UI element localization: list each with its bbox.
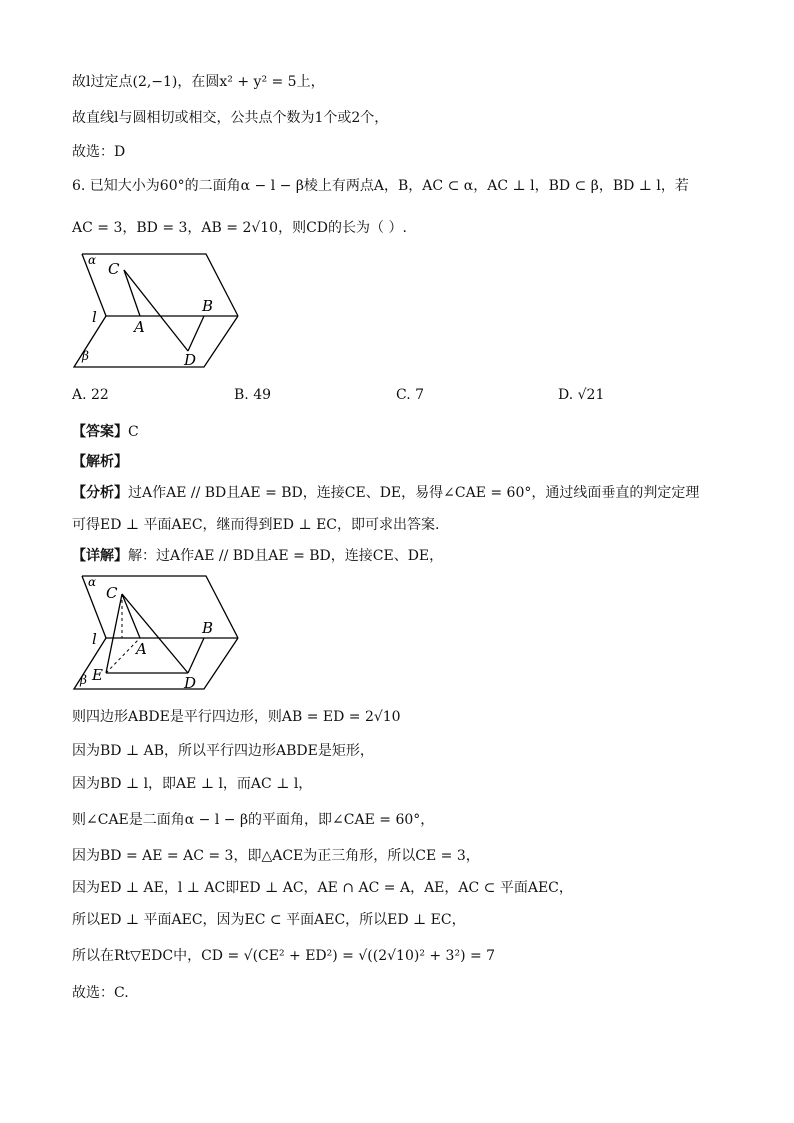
- segment-AE-dashed: [106, 638, 140, 673]
- label-A: A: [136, 640, 147, 658]
- label-beta: β: [80, 673, 87, 687]
- step-line-9: 故选：C.: [72, 985, 129, 1001]
- dihedral-figure-1: [68, 250, 248, 375]
- choice-c[interactable]: C. 7: [396, 387, 425, 403]
- fenxi-line-2: 可得ED ⊥ 平面AEC，继而得到ED ⊥ EC，即可求出答案.: [72, 517, 440, 533]
- label-B: B: [202, 619, 214, 637]
- label-alpha: α: [88, 575, 97, 589]
- label-alpha: α: [88, 253, 97, 267]
- fenxi-text-1: 过A作AE // BD且AE = BD，连接CE、DE，易得∠CAE = 60°，通过线面垂直的判定定理: [128, 485, 700, 501]
- step-line-7: 所以ED ⊥ 平面AEC，因为EC ⊂ 平面AEC，所以ED ⊥ EC，: [72, 912, 466, 928]
- segment-CD: [122, 594, 188, 673]
- fenxi-tag: 【分析】: [72, 485, 128, 501]
- plane-beta-outline: [74, 316, 238, 367]
- segment-CE: [106, 594, 122, 673]
- choice-a[interactable]: A. 22: [72, 387, 109, 403]
- segment-CD: [124, 270, 188, 351]
- label-D: D: [184, 674, 197, 692]
- answer-row: [72, 422, 139, 442]
- step-line-2: 因为BD ⊥ AB，所以平行四边形ABDE是矩形，: [72, 743, 374, 759]
- step-line-3: 因为BD ⊥ l，即AE ⊥ l，而AC ⊥ l，: [72, 776, 313, 792]
- step-line-1: 则四边形ABDE是平行四边形，则AB = ED = 2√10: [72, 709, 401, 725]
- xiangjie-line: [72, 546, 443, 566]
- dihedral-figure-2: [68, 572, 248, 697]
- segment-AC: [122, 594, 140, 638]
- label-A: A: [134, 318, 145, 336]
- label-B: B: [202, 297, 214, 315]
- xiangjie-text: 解：过A作AE // BD且AE = BD，连接CE、DE，: [128, 548, 444, 564]
- line-prev-2: 故直线l与圆相切或相交，公共点个数为1个或2个，: [72, 110, 389, 126]
- step-line-6: 因为ED ⊥ AE，l ⊥ AC即ED ⊥ AC，AE ∩ AC = A，AE，AC ⊂ 平面AEC，: [72, 880, 573, 896]
- answer-value: C: [128, 424, 139, 440]
- step-line-5: 因为BD = AE = AC = 3，即△ACE为正三角形，所以CE = 3，: [72, 848, 480, 864]
- label-C: C: [106, 584, 118, 602]
- plane-alpha-outline: [82, 254, 238, 316]
- label-D: D: [184, 351, 197, 369]
- label-beta: β: [82, 349, 89, 363]
- answer-tag: 【答案】: [72, 424, 128, 440]
- analysis-tag: 【解析】: [72, 454, 128, 470]
- line-prev-1: 故l过定点(2,−1)，在圆x² + y² = 5上，: [72, 74, 325, 90]
- step-line-4: 则∠CAE是二面角α − l − β的平面角，即∠CAE = 60°，: [72, 812, 435, 828]
- step-line-8: 所以在Rt▽EDC中，CD = √(CE² + ED²) = √((2√10)² + 3²) = 7: [72, 948, 496, 964]
- line-prev-3: 故选：D: [72, 144, 126, 160]
- choice-d[interactable]: D. √21: [558, 387, 605, 403]
- segment-BD: [188, 316, 204, 351]
- label-E: E: [92, 666, 103, 684]
- question-6-line-2: AC = 3，BD = 3，AB = 2√10，则CD的长为（ ）.: [72, 220, 407, 236]
- label-l: l: [92, 308, 97, 326]
- question-6-line-1: 6. 已知大小为60°的二面角α − l − β棱上有两点A，B，AC ⊂ α，AC ⊥ l，BD ⊂ β，BD ⊥ l，若: [72, 178, 689, 194]
- choice-b[interactable]: B. 49: [234, 387, 272, 403]
- label-l: l: [92, 630, 97, 648]
- segment-BD: [188, 638, 204, 673]
- segment-AC: [124, 270, 140, 316]
- label-C: C: [108, 260, 120, 278]
- fenxi-line-1: [72, 483, 699, 503]
- xiangjie-tag: 【详解】: [72, 548, 128, 564]
